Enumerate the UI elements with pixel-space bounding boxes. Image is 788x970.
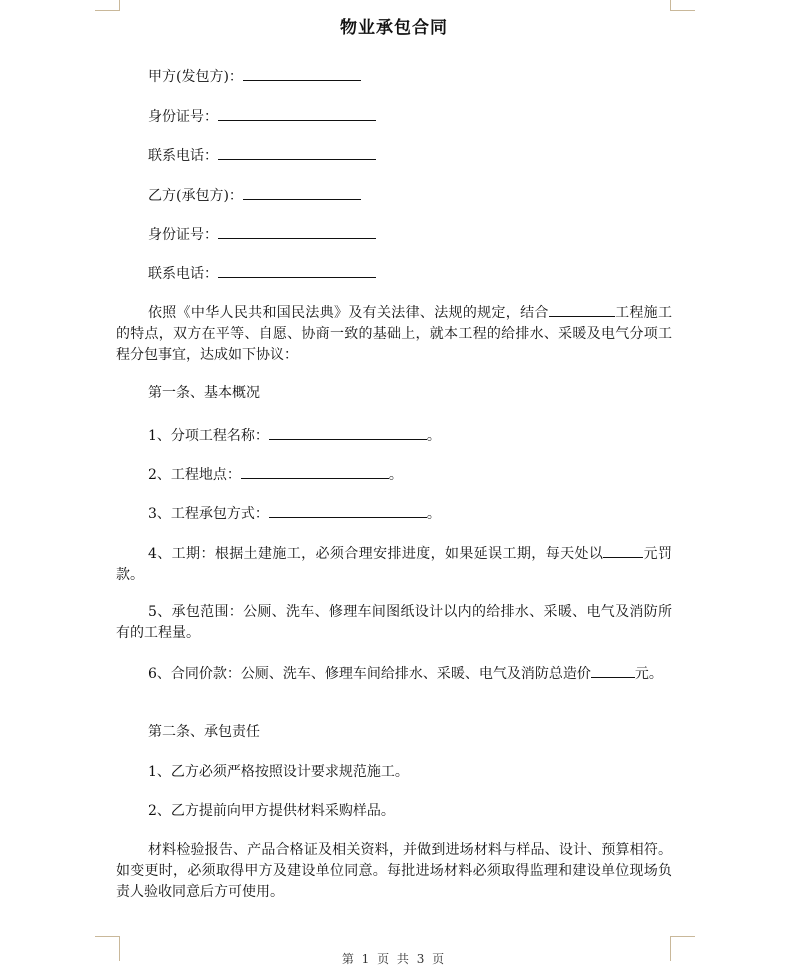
contract-method-blank[interactable] (269, 502, 427, 518)
page-number-footer: 第 1 页 共 3 页 (341, 952, 447, 966)
project-name-blank[interactable] (549, 301, 615, 317)
document-title: 物业承包合同 (340, 18, 448, 38)
party-a-phone-line (148, 144, 376, 166)
party-b-phone-line (148, 262, 376, 284)
item6-text-part2: 元。 (634, 666, 663, 682)
party-a-name-line (148, 65, 361, 87)
article1-item2 (148, 463, 403, 485)
party-a-id-blank[interactable] (218, 105, 376, 121)
article2-materials-paragraph: 材料检验报告、产品合格证及相关资料，并做到进场材料与样品、设计、预算相符。如变更时，必须取得甲方及建设单位同意。每批进场材料必须取得监理和建设单位现场负责人验收同意后方可使用。 (116, 842, 672, 900)
party-a-name-blank[interactable] (243, 65, 361, 81)
total-price-blank[interactable] (591, 662, 635, 678)
item3-period: 。 (426, 506, 441, 522)
article1-item5: 5、承包范围：公厕、洗车、修理车间图纸设计以内的给排水、采暖、电气及消防所有的工程量。 (116, 604, 672, 641)
party-a-id-label: 身份证号： (148, 109, 218, 125)
party-b-name-label: 乙方(承包方)： (148, 188, 243, 204)
intro-paragraph (116, 301, 672, 366)
party-b-name-blank[interactable] (243, 184, 361, 200)
penalty-amount-blank[interactable] (603, 542, 643, 558)
intro-text-part1: 依照《中华人民共和国民法典》及有关法律、法规的规定，结合 (148, 305, 549, 321)
item3-label: 3、工程承包方式： (148, 506, 269, 522)
item1-label: 1、分项工程名称： (148, 428, 269, 444)
article1-heading: 第一条、基本概况 (148, 385, 260, 401)
article2-item2: 2、乙方提前向甲方提供材料采购样品。 (148, 803, 395, 819)
party-a-name-label: 甲方(发包方)： (148, 69, 243, 85)
item2-label: 2、工程地点： (148, 467, 241, 483)
item2-period: 。 (388, 467, 403, 483)
article1-item4 (116, 542, 672, 586)
page-corner-mark-top-right (670, 0, 695, 11)
article1-item1 (148, 424, 441, 446)
item4-text-part2: 元罚款。 (116, 546, 673, 583)
party-b-name-line (148, 184, 361, 206)
article1-item6 (116, 662, 672, 685)
party-b-phone-blank[interactable] (218, 262, 376, 278)
article2-heading: 第二条、承包责任 (148, 724, 260, 740)
item6-text-part1: 6、合同价款：公厕、洗车、修理车间给排水、采暖、电气及消防总造价 (148, 666, 591, 682)
party-b-id-blank[interactable] (218, 223, 376, 239)
party-b-id-line (148, 223, 376, 245)
intro-text-part2: 工程施工的特点，双方在平等、自愿、协商一致的基础上，就本工程的给排水、采暖及电气分项工程分包事宜，达成如下协议： (116, 305, 672, 363)
article2-item1: 1、乙方必须严格按照设计要求规范施工。 (148, 764, 409, 780)
party-a-id-line (148, 105, 376, 127)
party-b-phone-label: 联系电话： (148, 266, 218, 282)
party-a-phone-blank[interactable] (218, 144, 376, 160)
item4-text-part1: 4、工期：根据土建施工，必须合理安排进度，如果延误工期，每天处以 (148, 546, 604, 562)
party-b-id-label: 身份证号： (148, 227, 218, 243)
item1-period: 。 (426, 428, 441, 444)
page-corner-mark-top-left (95, 0, 120, 11)
party-a-phone-label: 联系电话： (148, 148, 218, 164)
subproject-name-blank[interactable] (269, 424, 427, 440)
article1-item3 (148, 502, 441, 524)
project-location-blank[interactable] (241, 463, 389, 479)
